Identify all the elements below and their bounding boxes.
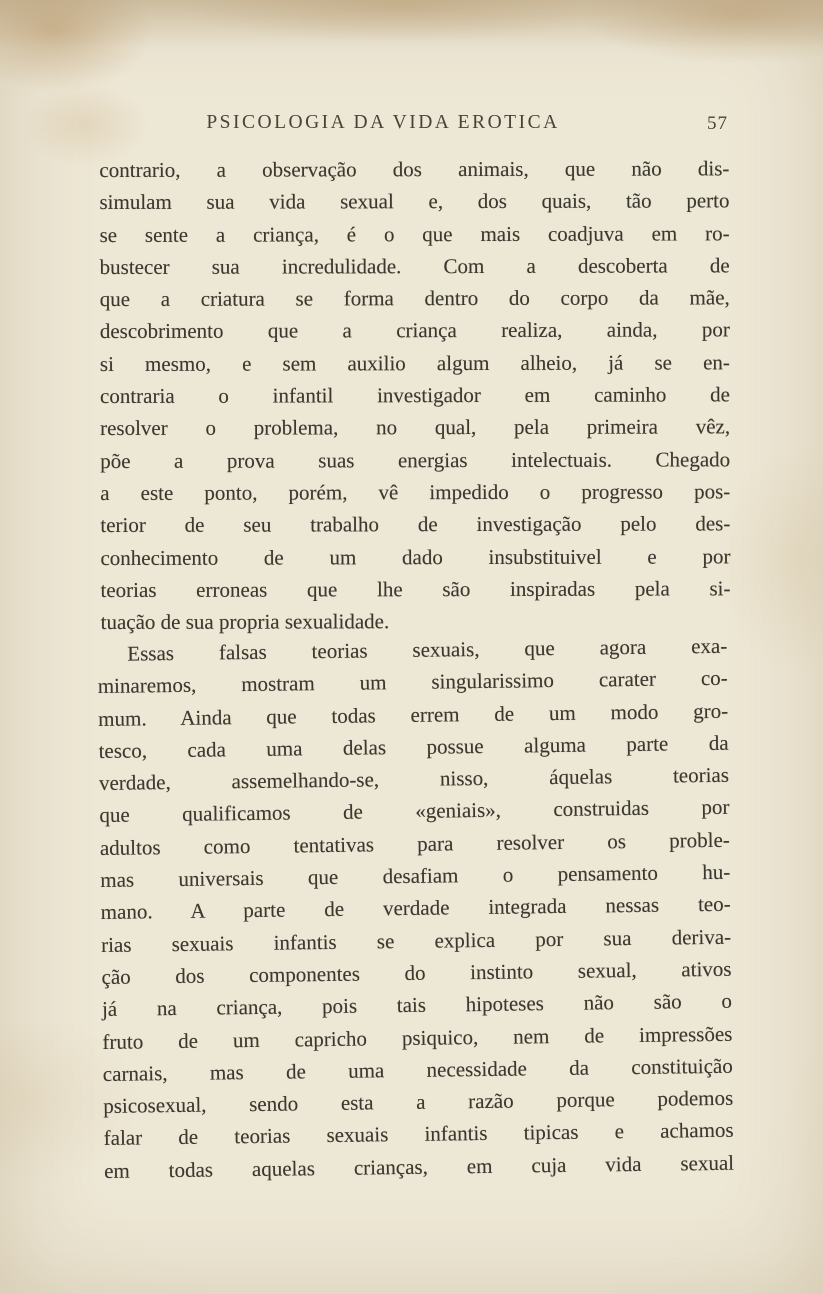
- text-line: fruto de um capricho psiquico, nem de impressões: [102, 1021, 733, 1054]
- paragraph: [99, 152, 730, 638]
- text-line: põe a prova suas energias intelectuais. Chegado: [100, 447, 731, 473]
- text-line: se sente a criança, é o que mais coadjuva em ro-: [99, 220, 730, 247]
- text-line: a este ponto, porém, vê impedido o progresso pos-: [100, 479, 731, 505]
- text-line: ção dos componentes do instinto sexual, ativos: [101, 957, 732, 990]
- paragraph: [97, 630, 734, 1187]
- text-line: psicosexual, sendo esta a razão porque podemos: [103, 1086, 734, 1119]
- text-line: falar de teorias sexuais infantis tipicas e achamos: [103, 1118, 734, 1151]
- text-line: tesco, cada uma delas possue alguma parte da: [98, 731, 729, 764]
- text-line: mas universais que desafiam o pensamento hu-: [100, 860, 731, 893]
- text-line: resolver o problema, no qual, pela primeira vêz,: [100, 414, 731, 441]
- text-line: já na criança, pois tais hipoteses não são o: [101, 989, 733, 1022]
- page-body: [97, 154, 735, 1188]
- text-line: conhecimento de um dado insubstituivel e por: [100, 543, 731, 570]
- text-line: si mesmo, e sem auxilio algum alheio, já se en-: [99, 350, 730, 376]
- text-line: rias sexuais infantis se explica por sua deriva-: [100, 924, 732, 958]
- text-line: contrario, a observação dos animais, que não dis-: [99, 156, 730, 183]
- text-line: contraria o infantil investigador em caminho de: [99, 382, 731, 409]
- text-line: mano. A parte de verdade integrada nessas teo-: [100, 892, 731, 925]
- text-line: minaremos, mostram um singularissimo carater co-: [97, 666, 728, 699]
- text-line: Essas falsas teorias sexuais, que agora exa-: [127, 634, 728, 667]
- text-line: carnais, mas de uma necessidade da constituição: [102, 1054, 733, 1087]
- text-line: em todas aquelas crianças, em cuja vida sexual: [103, 1150, 735, 1184]
- text-line: bustecer sua incredulidade. Com a descoberta de: [99, 253, 730, 279]
- page-number: 57: [707, 113, 728, 134]
- text-line: mum. Ainda que todas errem de um modo gro-: [98, 698, 729, 732]
- text-line: descobrimento que a criança realiza, ainda, por: [99, 317, 730, 344]
- text-line: que a criatura se forma dentro do corpo da mãe,: [99, 285, 730, 312]
- page-header: [100, 112, 730, 140]
- text-line: terior de seu trabalho de investigação pelo des-: [100, 511, 731, 538]
- running-title: PSICOLOGIA DA VIDA EROTICA: [206, 112, 560, 133]
- text-line: simulam sua vida sexual e, dos quais, tão perto: [99, 188, 730, 215]
- text-line: adultos como tentativas para resolver os proble-: [99, 827, 730, 861]
- text-line: verdade, assemelhando-se, nisso, áquelas teorias: [98, 763, 730, 796]
- text-column: [97, 112, 735, 1188]
- text-line: teorias erroneas que lhe são inspiradas pela si-: [100, 576, 731, 602]
- text-line: que qualificamos de «geniais», construidas por: [99, 795, 730, 828]
- text-line: tuação de sua propria sexualidade.: [100, 609, 390, 635]
